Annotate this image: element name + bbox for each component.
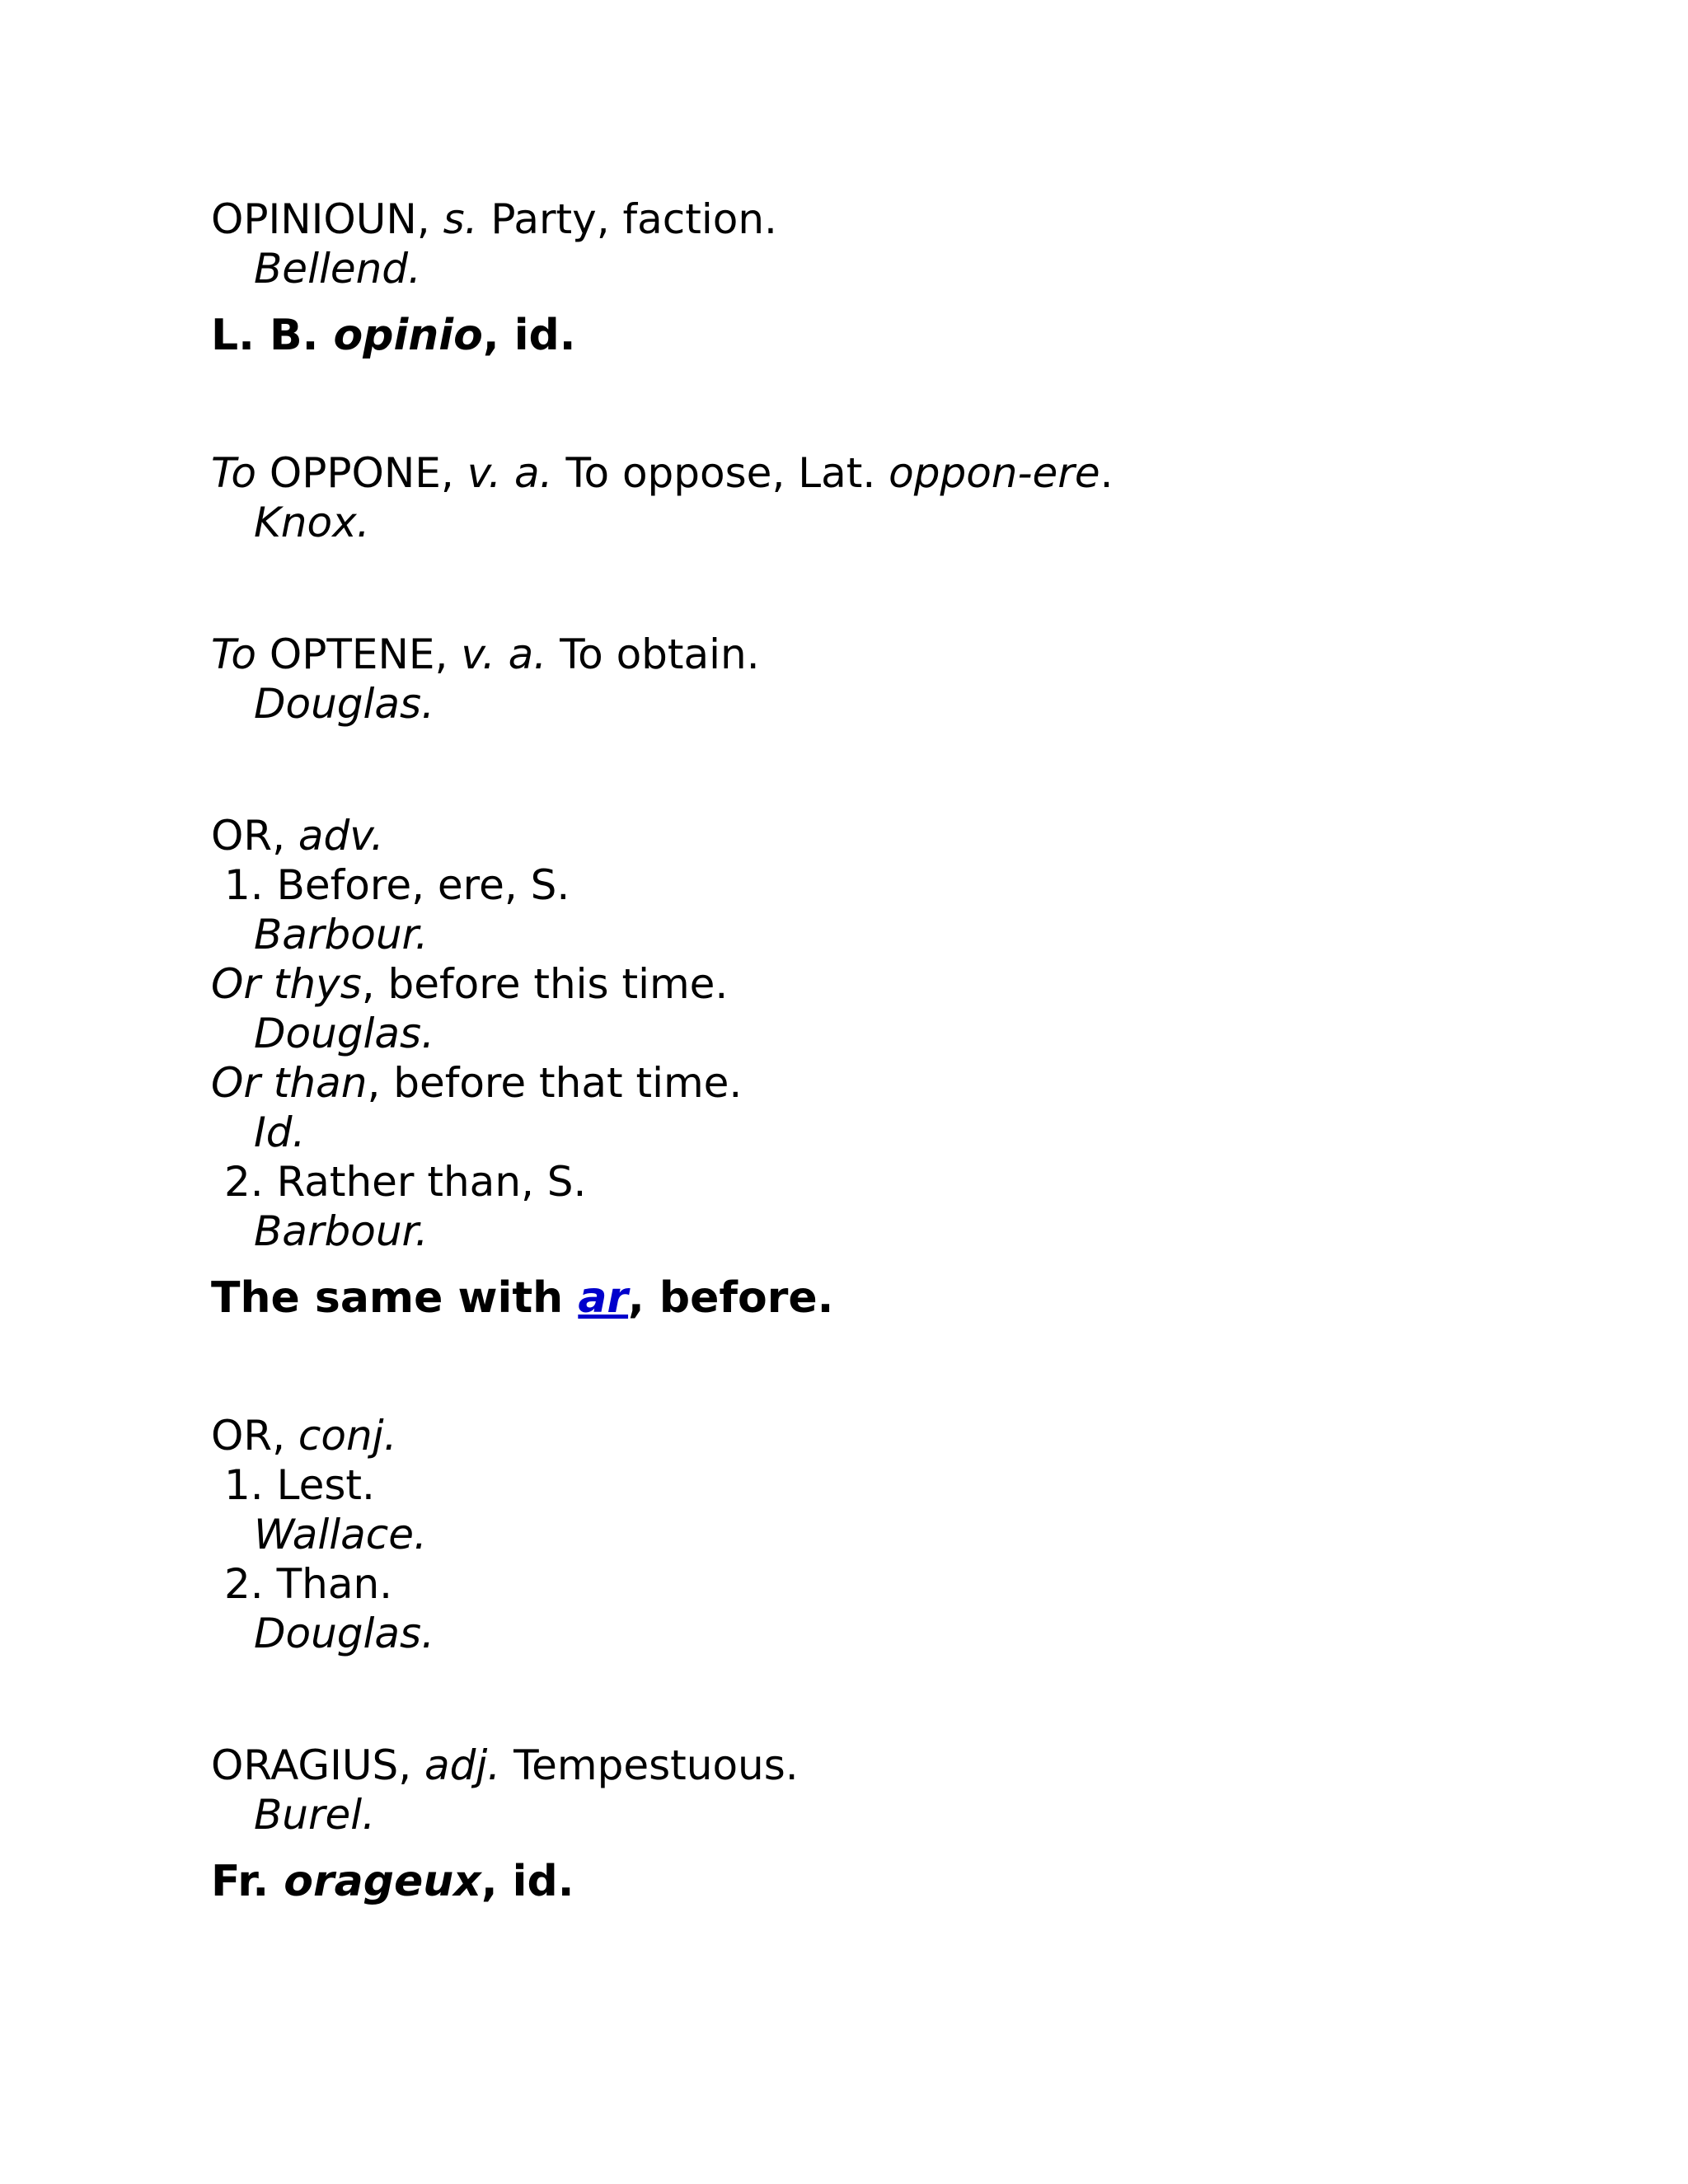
headword: OR xyxy=(211,1412,273,1460)
definition: Party, faction. xyxy=(490,195,777,243)
sense-2: 2. Than. xyxy=(224,1560,393,1608)
definition: To obtain. xyxy=(560,630,760,678)
headword: OR xyxy=(211,812,273,860)
citation: Douglas. xyxy=(254,680,434,728)
headword: OPTENE xyxy=(269,630,435,678)
sense-2: 2. Rather than, S. xyxy=(224,1158,587,1206)
etymology: L. B. opinio, id. xyxy=(211,311,576,360)
phrase: Or thys xyxy=(211,960,362,1008)
headword: ORAGIUS xyxy=(211,1741,399,1789)
headword: OPPONE xyxy=(269,449,441,497)
verb-prefix: To xyxy=(211,630,256,678)
entry-oppone xyxy=(211,448,1612,547)
etymon: opinio xyxy=(333,311,483,360)
citation: Wallace. xyxy=(254,1511,427,1558)
definition: Tempestuous. xyxy=(513,1741,799,1789)
part-of-speech: s. xyxy=(443,195,478,243)
dictionary-page xyxy=(211,194,1612,1905)
entry-headline: To OPTENE, v. a. To obtain. xyxy=(211,630,760,678)
verb-prefix: To xyxy=(211,449,256,497)
entry-headline: To OPPONE, v. a. To oppose, Lat. oppon-ere. xyxy=(211,449,1114,497)
part-of-speech: adj. xyxy=(424,1741,501,1789)
citation: Douglas. xyxy=(254,1010,434,1057)
sense-phrase: Or thys, before this time. xyxy=(211,960,729,1008)
citation: Burel. xyxy=(254,1791,376,1839)
sense-phrase: Or than, before that time. xyxy=(211,1059,743,1107)
entry-optene xyxy=(211,630,1612,729)
entry-or-conj xyxy=(211,1411,1612,1658)
entry-opinioun xyxy=(211,194,1612,359)
latin-word: oppon-ere xyxy=(889,449,1100,497)
entry-oragius xyxy=(211,1741,1612,1905)
etymology: The same with ar, before. xyxy=(211,1273,834,1323)
citation: Barbour. xyxy=(254,911,429,958)
citation: Id. xyxy=(254,1108,306,1156)
entry-headline: ORAGIUS, adj. Tempestuous. xyxy=(211,1741,799,1789)
part-of-speech: v. a. xyxy=(467,449,553,497)
definition: To oppose, Lat. xyxy=(565,449,876,497)
etymology: Fr. orageux, id. xyxy=(211,1857,574,1906)
sense-1: 1. Before, ere, S. xyxy=(224,861,570,909)
etymon: orageux xyxy=(284,1857,481,1906)
phrase: Or than xyxy=(211,1059,368,1107)
citation: Barbour. xyxy=(254,1207,429,1255)
sense-1: 1. Lest. xyxy=(224,1461,375,1509)
part-of-speech: conj. xyxy=(298,1412,397,1460)
entry-headline: OR, conj. xyxy=(211,1412,397,1460)
headword: OPINIOUN xyxy=(211,195,417,243)
entry-headline: OR, adv. xyxy=(211,812,384,860)
citation: Knox. xyxy=(254,499,370,546)
citation: Douglas. xyxy=(254,1610,434,1657)
part-of-speech: adv. xyxy=(298,812,384,860)
cross-reference-link[interactable]: ar xyxy=(578,1273,629,1323)
entry-or-adv xyxy=(211,811,1612,1322)
entry-headline: OPINIOUN, s. Party, faction. xyxy=(211,195,777,243)
part-of-speech: v. a. xyxy=(461,630,547,678)
citation: Bellend. xyxy=(254,245,421,293)
